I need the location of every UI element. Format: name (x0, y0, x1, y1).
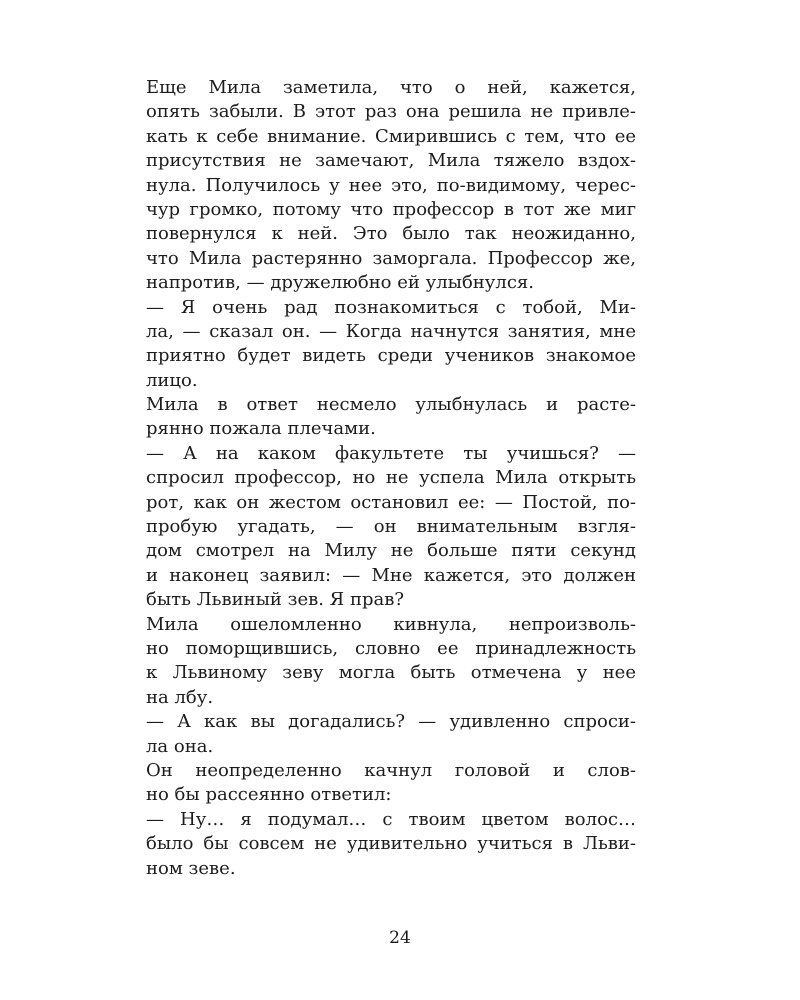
text-line: приятно будет видеть среди учеников знакомое (146, 345, 636, 367)
text-line: присутствия не замечают, Мила тяжело вздох- (146, 150, 636, 172)
text-line: — Ну… я подумал… с твоим цветом волос… (146, 808, 636, 830)
body-text (146, 76, 636, 881)
text-line: кать к себе внимание. Смирившись с тем, что ее (146, 125, 636, 147)
text-line: быть Львиный зев. Я прав? (146, 589, 404, 611)
text-line: спросил профессор, но не успела Мила открыть (146, 467, 636, 489)
text-line: но поморщившись, словно ее принадлежность (146, 637, 636, 659)
text-line: лицо. (146, 369, 198, 391)
text-line: на лбу. (146, 686, 214, 708)
text-line: — Я очень рад познакомиться с тобой, Ми- (146, 296, 636, 318)
text-line: Он неопределенно качнул головой и слов- (146, 759, 636, 781)
text-line: и наконец заявил: — Мне кажется, это должен (146, 564, 636, 586)
text-line: дом смотрел на Милу не больше пяти секунд (146, 540, 636, 562)
page-number: 24 (389, 928, 411, 948)
text-line: было бы совсем не удивительно учиться в Льви- (146, 833, 636, 855)
text-line: напротив, — дружелюбно ей улыбнулся. (146, 272, 534, 294)
text-line: рянно пожала плечами. (146, 418, 376, 440)
text-line: рот, как он жестом остановил ее: — Постой, по- (146, 491, 636, 513)
text-line: ном зеве. (146, 857, 236, 879)
text-line: опять забыли. В этот раз она решила не привле- (146, 101, 636, 123)
text-line: Мила в ответ несмело улыбнулась и расте- (146, 394, 636, 416)
text-line: Мила ошеломленно кивнула, непроизволь- (146, 613, 636, 635)
text-line: — А как вы догадались? — удивленно спроси- (146, 711, 636, 733)
text-line: к Львиному зеву могла быть отмечена у нее (146, 662, 636, 684)
text-line: ла, — сказал он. — Когда начнутся занятия, мне (146, 320, 636, 342)
text-line: чур громко, потому что профессор в тот же миг (146, 198, 636, 220)
text-line: — А на каком факультете ты учишься? — (146, 442, 636, 464)
text-line: повернулся к ней. Это было так неожиданно, (146, 223, 636, 245)
text-line: что Мила растерянно заморгала. Профессор же, (146, 247, 636, 269)
text-line: Еще Мила заметила, что о ней, кажется, (146, 77, 636, 98)
text-line: но бы рассеянно ответил: (146, 784, 392, 806)
text-line: нула. Получилось у нее это, по-видимому, черес- (146, 174, 636, 196)
text-line: пробую угадать, — он внимательным взгля- (146, 516, 636, 538)
text-line: ла она. (146, 735, 214, 757)
